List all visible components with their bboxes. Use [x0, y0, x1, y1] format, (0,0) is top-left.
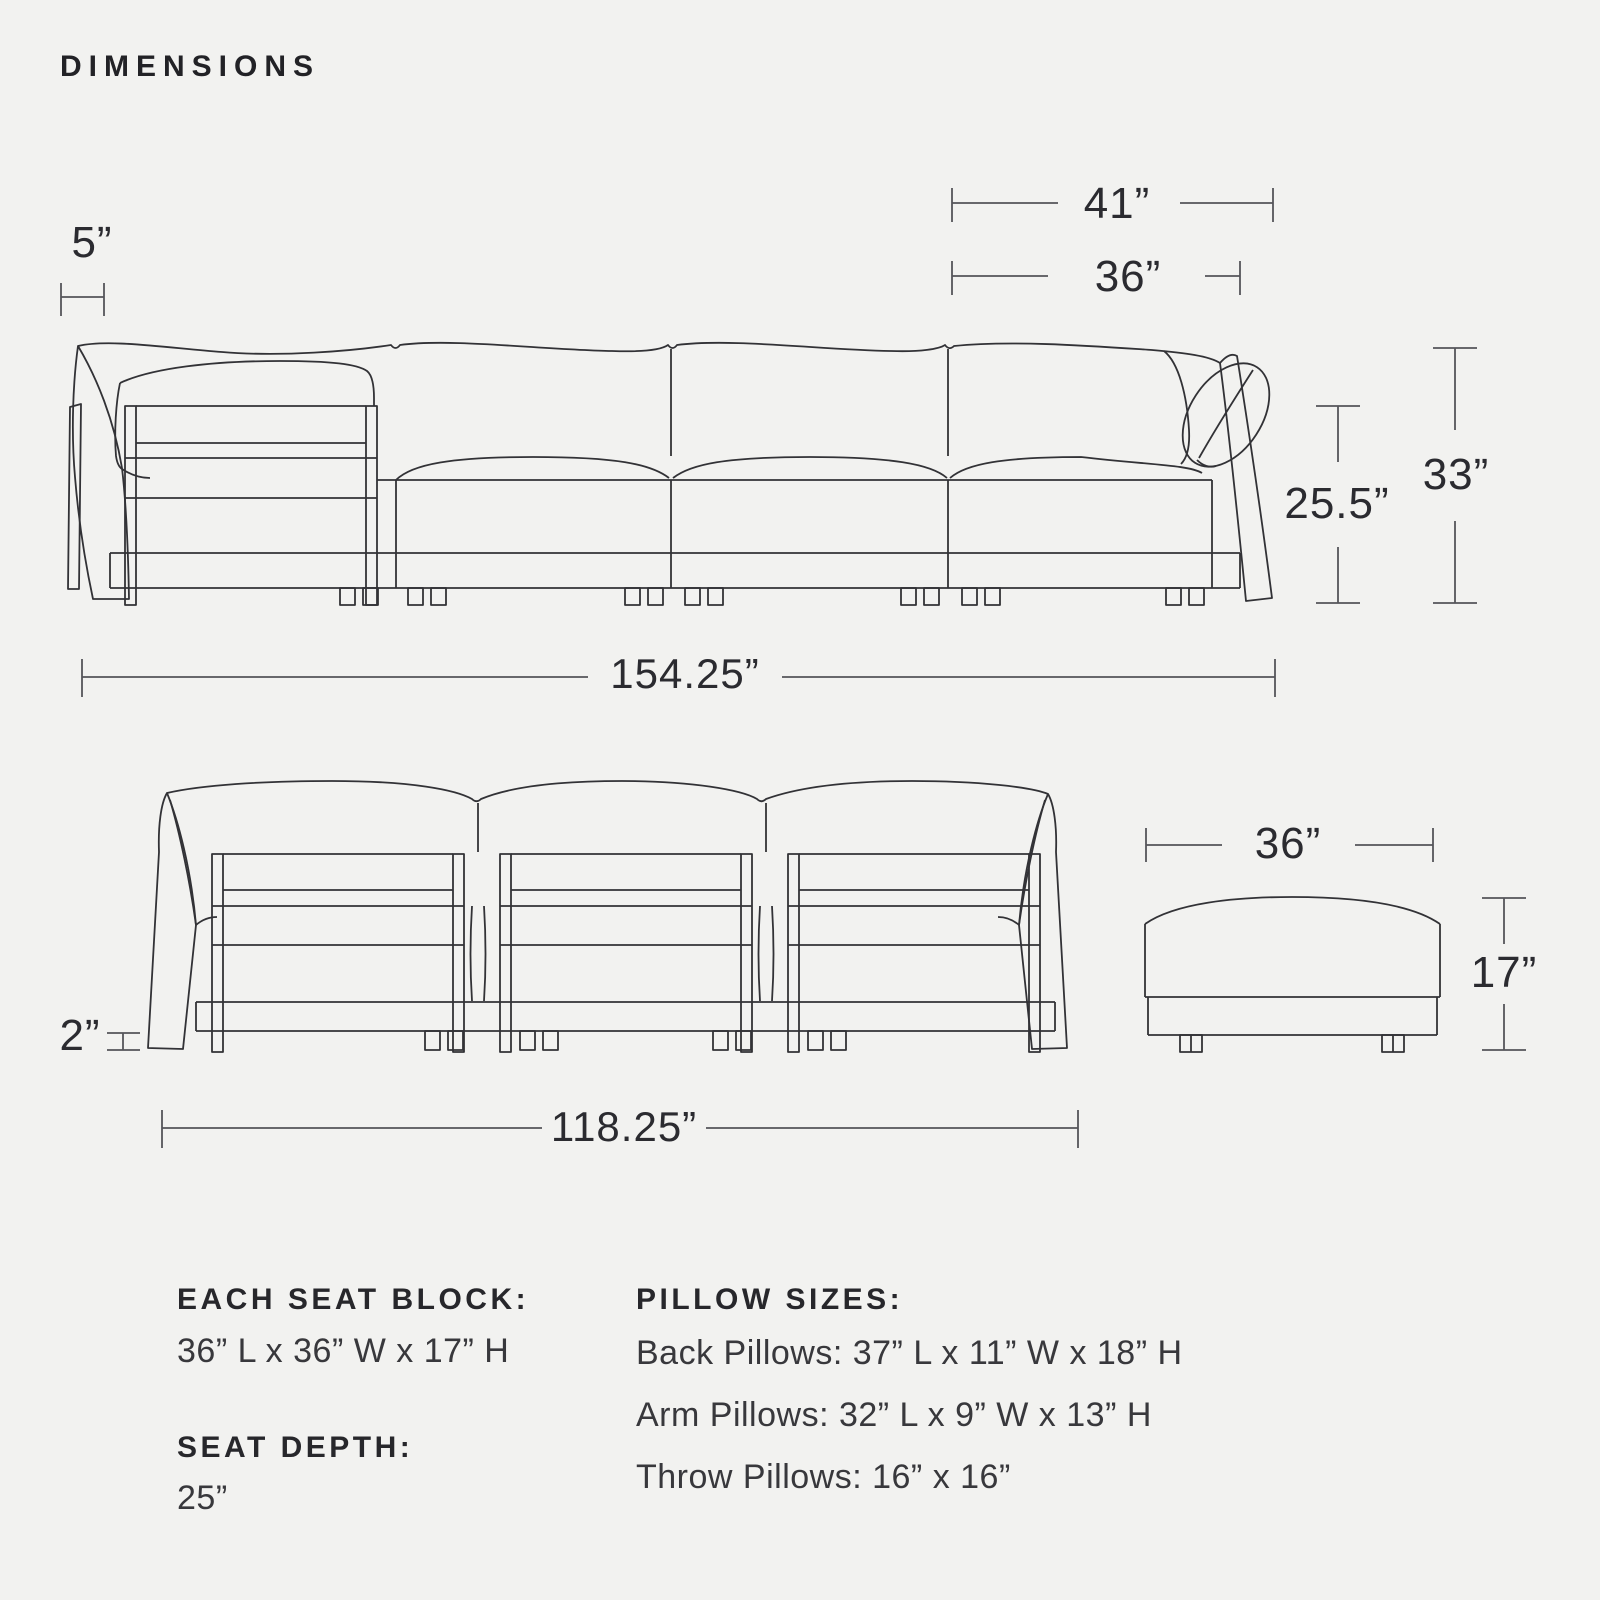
- seat-block-heading: EACH SEAT BLOCK:: [177, 1283, 530, 1316]
- dim-label-overall-length: 154.25”: [610, 650, 760, 697]
- seat-depth-heading: SEAT DEPTH:: [177, 1431, 414, 1464]
- dim-label-seat-width: 36”: [1094, 252, 1162, 301]
- dimension-lines: [61, 188, 1526, 1148]
- pillow-size-back: Back Pillows: 37” L x 11” W x 18” H: [636, 1334, 1183, 1372]
- dim-label-leg-height: 2”: [59, 1011, 101, 1060]
- side-view-legs: [340, 588, 1204, 605]
- pillow-size-throw: Throw Pillows: 16” x 16”: [636, 1458, 1011, 1496]
- dim-label-overall-height: 33”: [1422, 450, 1490, 499]
- sofa-back-view-drawing: [148, 781, 1067, 1052]
- back-view-legs: [425, 1031, 846, 1050]
- dim-label-back-height: 25.5”: [1284, 479, 1390, 528]
- dim-label-ottoman-width: 36”: [1254, 819, 1322, 868]
- dim-label-arm-width: 5”: [71, 218, 113, 267]
- pillow-sizes-heading: PILLOW SIZES:: [636, 1283, 904, 1316]
- dim-label-back-width: 118.25”: [550, 1103, 698, 1150]
- seat-block-value: 36” L x 36” W x 17” H: [177, 1332, 510, 1370]
- sofa-side-view-drawing: [68, 343, 1287, 605]
- ottoman-drawing: [1145, 897, 1440, 1052]
- seat-depth-value: 25”: [177, 1479, 228, 1517]
- pillow-size-arm: Arm Pillows: 32” L x 9” W x 13” H: [636, 1396, 1152, 1434]
- dim-label-end-total: 41”: [1083, 179, 1151, 228]
- dim-label-ottoman-height: 17”: [1470, 948, 1538, 997]
- page-title: DIMENSIONS: [60, 50, 321, 83]
